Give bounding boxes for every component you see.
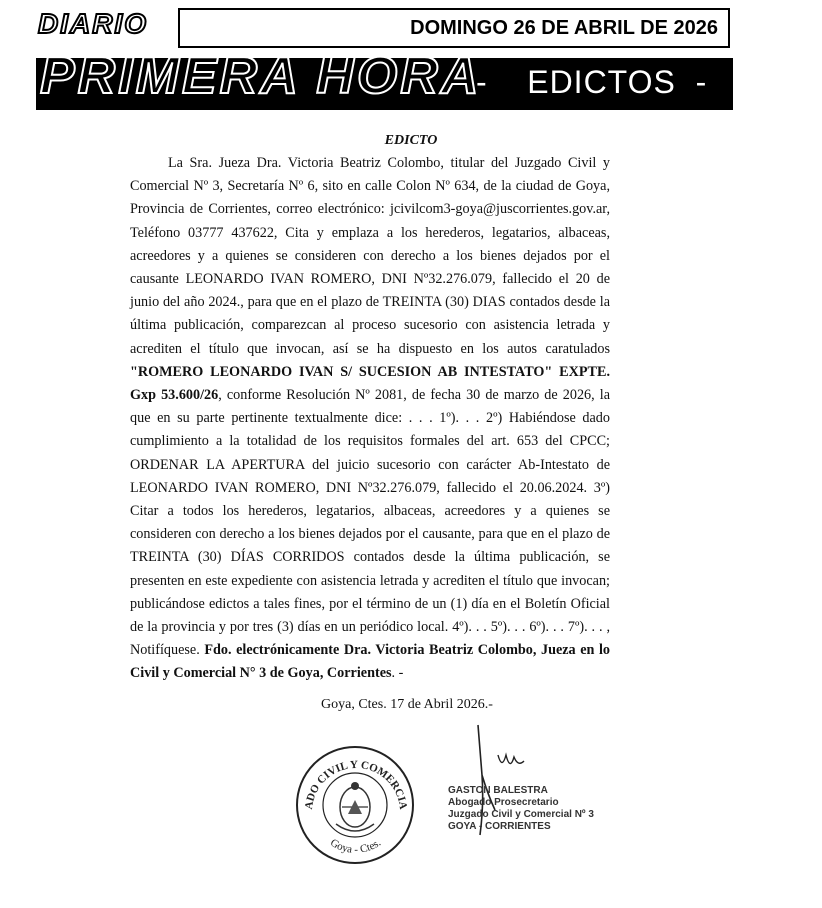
section-title: - EDICTOS - <box>476 64 708 100</box>
seal-location: Goya - Ctes. <box>327 836 384 856</box>
body-text-2: , conforme Resolución Nº 2081, de fecha 30 de marzo de 2026, la que en su parte pertinente textualmente dice: . . . 1º). . . 2º) Habiéndose dado cumplimiento a la totalidad de los requisitos formales del art. 653 del CPCC; ORDENAR LA APERTURA del juicio sucesorio con carácter Ab-Intestato de LEONARDO IVAN ROMERO, DNI Nº32.276.079, fallecido el 20.06.2024. 3º) Citar a todos los herederos, legatarios, albaceas, acreedores y a quienes se consideren con derecho a los bienes dejados por el causante, para que en el plazo de TREINTA (30) DÍAS CORRIDOS contados desde la última publicación, se presenten en este expediente con asistencia letrada y acrediten el título que invocan; publicándose edictos a tales fines, por el término de un (1) día en el Boletín Oficial de la provincia y por tres (3) días en un periódico local. 4º). . . 5º). . . 6º). . . 7º). . . , Notifíquese. <box>130 387 610 659</box>
edicto-body <box>130 152 610 686</box>
dateline: Goya, Ctes. 17 de Abril 2026.- <box>321 697 493 712</box>
coat-of-arms-icon <box>336 782 374 831</box>
signer-title: Abogado Prosecretario <box>448 797 559 808</box>
masthead-diario: DIARIO <box>38 8 148 39</box>
closing: . - <box>391 665 404 682</box>
signature-block <box>448 785 594 833</box>
signer-name: GASTON BALESTRA <box>448 785 548 796</box>
court-seal <box>292 742 417 872</box>
edicto-heading: EDICTO <box>384 133 438 148</box>
edicto-paragraph <box>130 152 610 686</box>
body-text-1: La Sra. Jueza Dra. Victoria Beatriz Colombo, titular del Juzgado Civil y Comercial Nº 3, Secretaría Nº 6, sito en calle Colon Nº 634, de la ciudad de Goya, Provincia de Corrientes, correo electrónico: jcivilcom3-goya@juscorrientes.gov.ar, Teléfono 03777 437622, Cita y emplaza a los herederos, legatarios, albaceas, acreedores y a quienes se consideren con derecho a los bienes dejados por el causante LEONARDO IVAN ROMERO, DNI Nº32.276.079, fallecido el 20 de junio del año 2024., para que en el plazo de TREINTA (30) DIAS contados desde la última publicación, comparezcan al proceso sucesorio con asistencia letrada y acrediten el título que invocan, así se ha dispuesto en los autos caratulados <box>130 155 610 357</box>
date-box <box>178 8 730 48</box>
signer-court: Juzgado Civil y Comercial Nº 3 <box>448 809 594 820</box>
seal-text: ADO CIVIL Y COMERCIA <box>302 758 410 811</box>
masthead-title: PRIMERA HORA <box>40 47 482 105</box>
case-title: "ROMERO LEONARDO IVAN S/ SUCESION AB INTESTATO" EXPTE. Gxp 53.600/26 <box>130 363 610 404</box>
issue-date: DOMINGO 26 DE ABRIL DE 2026 <box>410 17 718 39</box>
svg-text:Goya - Ctes. <box>328 837 383 856</box>
signature-line: Fdo. electrónicamente Dra. Victoria Beatriz Colombo, Jueza en lo Civil y Comercial N° 3 de Goya, Corrientes <box>130 642 611 682</box>
signer-location: GOYA - CORRIENTES <box>448 821 551 832</box>
